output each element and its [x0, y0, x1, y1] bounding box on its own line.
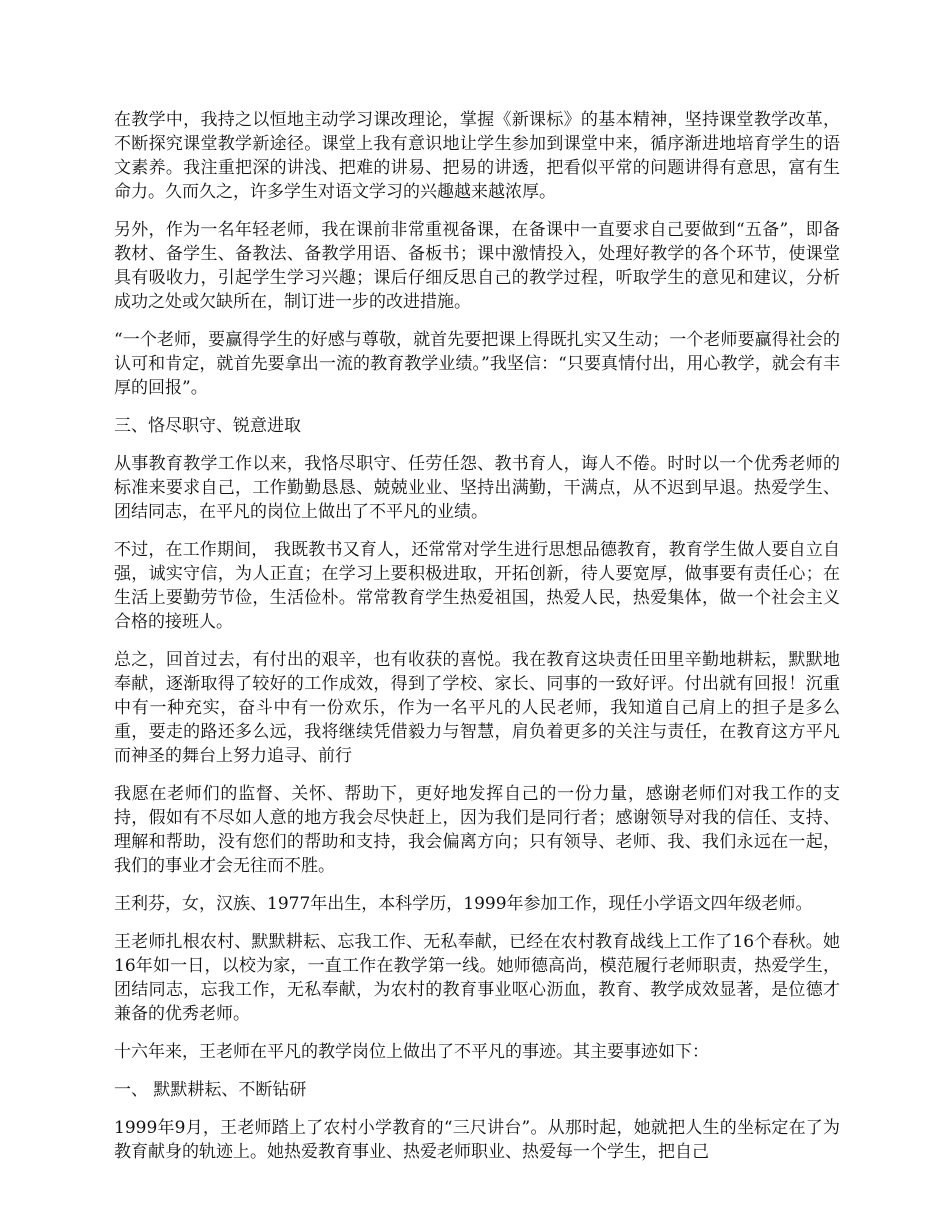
section-heading-3: 三、恪尽职守、锐意进取 — [114, 416, 301, 436]
section-heading-1: 一、 默默耕耘、不断钻研 — [114, 1080, 307, 1100]
paragraph-5: 从事教育教学工作以来，我恪尽职守、任劳任怨、教书育人，诲人不倦。时时以一个优秀老师的标准来要求自己，工作勤勤恳恳、兢兢业业、坚持出满勤，干满点，从不迟到早退。热爱学生、团结同志，在平凡的岗位上做出了不平凡的业绩。 — [114, 454, 840, 522]
paragraph-2: 另外，作为一名年轻老师，我在课前非常重视备课，在备课中一直要求自己要做到“五备”，即备教材、备学生、备教法、备教学用语、备板书；课中激情投入，处理好教学的各个环节，使课堂具有吸收力，引起学生学习兴趣；课后仔细反思自己的教学过程，听取学生的意见和建议，分析成功之处或欠缺所在，制订进一步的改进措施。 — [114, 220, 840, 312]
paragraph-6: 不过，在工作期间， 我既教书又育人，还常常对学生进行思想品德教育，教育学生做人要自立自强，诚实守信，为人正直；在学习上要积极进取，开拓创新，待人要宽厚，做事要有责任心；在生活上要勤劳节俭，生活俭朴。常常教育学生热爱祖国，热爱人民，热爱集体，做一个社会主义合格的接班人。 — [114, 540, 840, 632]
paragraph-1: 在教学中，我持之以恒地主动学习课改理论，掌握《新课标》的基本精神，坚持课堂教学改革，不断探究课堂教学新途径。课堂上我有意识地让学生参加到课堂中来，循序渐进地培育学生的语文素养。我注重把深的讲浅、把难的讲易、把易的讲透，把看似平常的问题讲得有意思，富有生命力。久而久之，许多学生对语文学习的兴趣越来越浓厚。 — [114, 110, 840, 202]
paragraph-3: “一个老师，要赢得学生的好感与尊敬，就首先要把课上得既扎实又生动；一个老师要赢得社会的认可和肯定，就首先要拿出一流的教育教学业绩。”我坚信：“只要真情付出，用心教学，就会有丰厚的回报”。 — [114, 330, 840, 398]
paragraph-11: 十六年来，王老师在平凡的教学岗位上做出了不平凡的事迹。其主要事迹如下： — [114, 1042, 709, 1062]
document-body — [114, 108, 840, 1178]
paragraph-13: 1999年9月，王老师踏上了农村小学教育的“三尺讲台”。从那时起，她就把人生的坐标定在了为教育献身的轨迹上。她热爱教育事业、热爱老师职业、热爱每一个学生，把自己 — [114, 1118, 840, 1162]
paragraph-7: 总之，回首过去，有付出的艰辛，也有收获的喜悦。我在教育这块责任田里辛勤地耕耘，默默地奉献，逐渐取得了较好的工作成效，得到了学校、家长、同事的一致好评。付出就有回报！沉重中有一种充实，奋斗中有一份欢乐，作为一名平凡的人民老师，我知道自己肩上的担子是多么重，要走的路还多么远，我将继续凭借毅力与智慧，肩负着更多的关注与责任，在教育这方平凡而神圣的舞台上努力追寻、前行 — [114, 650, 840, 766]
profile-intro: 王利芬，女，汉族、1977年出生，本科学历，1999年参加工作，现任小学语文四年级老师。 — [114, 894, 813, 914]
paragraph-8: 我愿在老师们的监督、关怀、帮助下，更好地发挥自己的一份力量，感谢老师们对我工作的支持，假如有不尽如人意的地方我会尽快赶上，因为我们是同行者；感谢领导对我的信任、支持、理解和帮助，没有您们的帮助和支持，我会偏离方向；只有领导、老师、我、我们永远在一起，我们的事业才会无往而不胜。 — [114, 784, 840, 876]
paragraph-10: 王老师扎根农村、默默耕耘、忘我工作、无私奉献，已经在农村教育战线上工作了16个春秋。她16年如一日，以校为家，一直工作在教学第一线。她师德高尚，模范履行老师职责，热爱学生，团结同志，忘我工作，无私奉献，为农村的教育事业呕心沥血，教育、教学成效显著，是位德才兼备的优秀老师。 — [114, 932, 840, 1024]
